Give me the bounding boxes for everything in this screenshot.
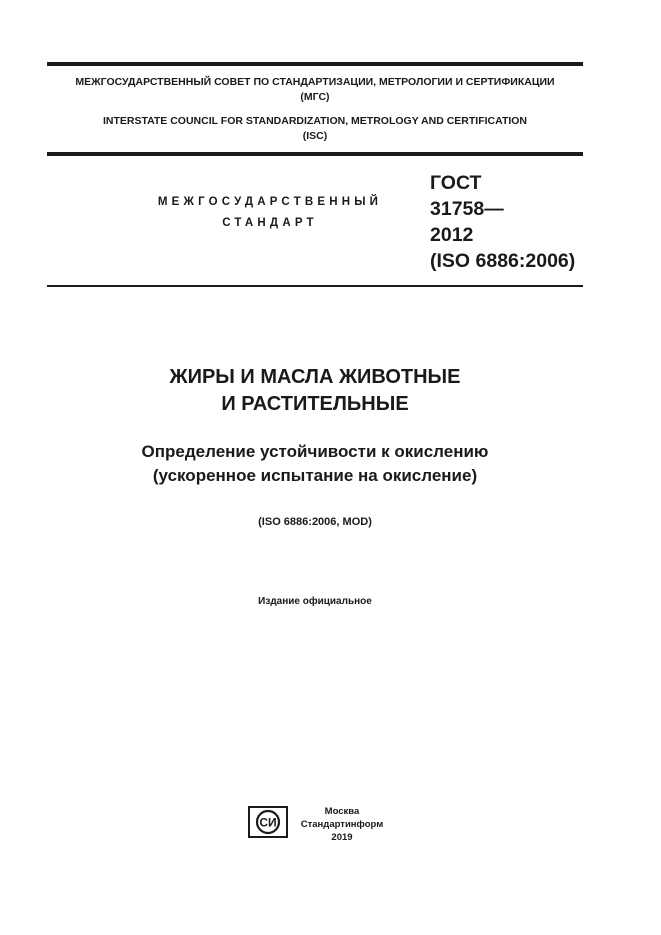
designation-divider: [47, 285, 583, 287]
council-name-en: [47, 114, 583, 144]
council-abbr-ru: (МГС): [300, 91, 330, 103]
standard-type-line1: МЕЖГОСУДАРСТВЕННЫЙ: [157, 196, 383, 208]
publisher-name: Стандартинформ: [300, 819, 384, 830]
gost-label: ГОСТ: [430, 172, 482, 194]
iso-reference: (ISO 6886:2006, MOD): [258, 516, 372, 528]
document-subtitle-line1: Определение устойчивости к окислению: [141, 442, 489, 461]
header-divider: [47, 152, 583, 156]
standartinform-logo-icon: [248, 806, 288, 838]
iso-designation: (ISO 6886:2006): [430, 250, 576, 272]
council-name-ru-line1: МЕЖГОСУДАРСТВЕННЫЙ СОВЕТ ПО СТАНДАРТИЗАЦИИ, МЕТРОЛОГИИ И СЕРТИФИКАЦИИ: [75, 76, 555, 88]
logo-lettering: СИ: [259, 815, 277, 830]
standard-type: [140, 192, 400, 234]
document-subtitle: [47, 440, 583, 488]
document-title: [47, 364, 583, 418]
publisher-city: Москва: [324, 806, 360, 817]
top-rule: [47, 62, 583, 66]
document-subtitle-line2: (ускоренное испытание на окисление): [152, 466, 478, 485]
publication-year: 2019: [331, 832, 353, 843]
document-title-line2: И РАСТИТЕЛЬНЫЕ: [221, 393, 409, 415]
document-title-line1: ЖИРЫ И МАСЛА ЖИВОТНЫЕ: [169, 366, 461, 388]
gost-designation: [430, 170, 590, 274]
edition-note: Издание официальное: [258, 596, 372, 607]
publisher-block: [300, 805, 384, 844]
gost-year: 2012: [430, 224, 474, 246]
gost-number: 31758—: [430, 198, 504, 220]
council-name-en-line1: INTERSTATE COUNCIL FOR STANDARDIZATION, METROLOGY AND CERTIFICATION: [102, 115, 528, 127]
council-name-ru: [47, 75, 583, 105]
council-abbr-en: (ISC): [302, 130, 328, 142]
standard-type-line2: СТАНДАРТ: [222, 217, 318, 229]
